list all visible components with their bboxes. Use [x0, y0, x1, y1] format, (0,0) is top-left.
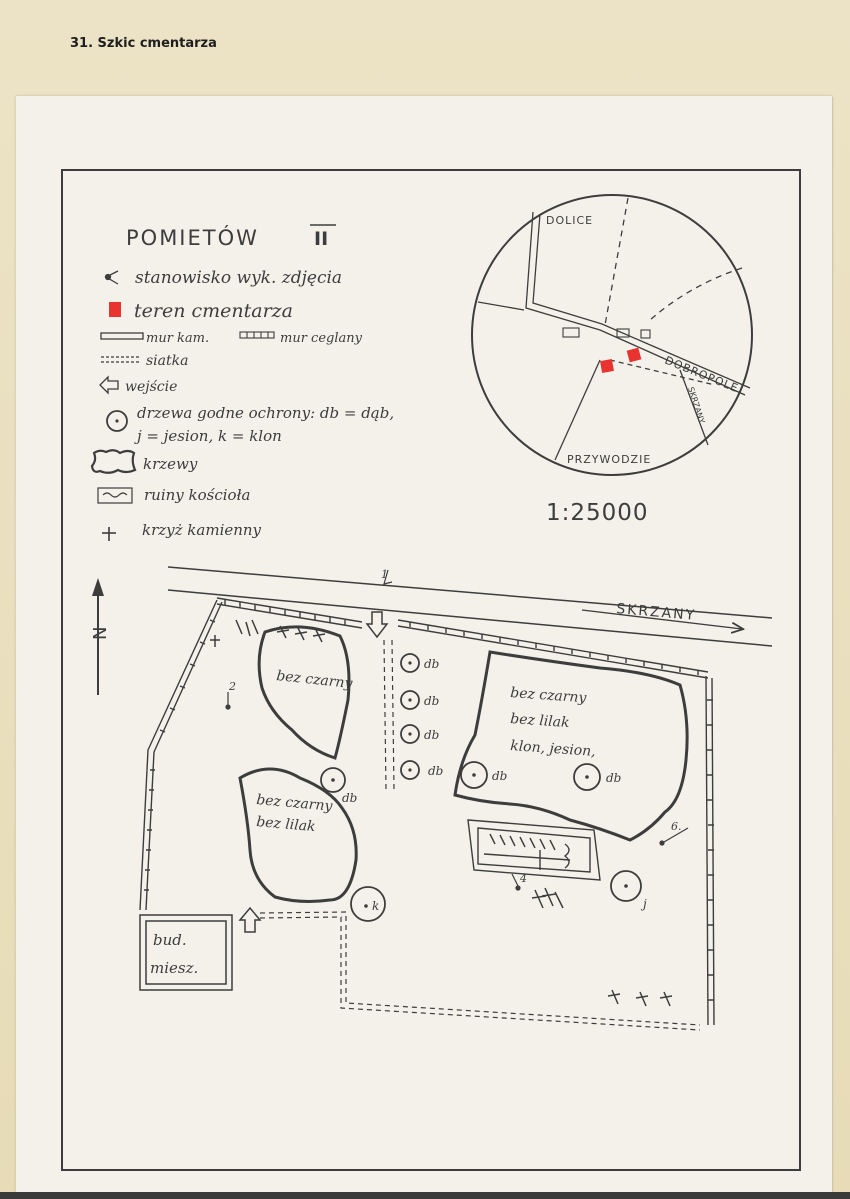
shrub-icon	[92, 450, 135, 473]
legend-cross-text: krzyż kamienny	[142, 521, 262, 539]
tree-label: db	[428, 764, 444, 778]
cemetery-area-icon	[109, 302, 121, 317]
shrub-area	[259, 627, 349, 758]
entrance-south	[240, 908, 260, 932]
stone-cross-icon	[102, 527, 116, 541]
shrub-label: klon, jesion,	[509, 738, 597, 760]
inset-cemetery-marker	[627, 348, 642, 363]
legend-trees-text-line2: j = jesion, k = klon	[137, 427, 282, 445]
building-label: miesz.	[150, 959, 199, 977]
map-title-numeral: II	[314, 228, 329, 250]
entrance-north	[367, 612, 387, 637]
legend-shrubs-text: krzewy	[143, 455, 198, 473]
church-ruin-icon	[98, 488, 132, 503]
photo-point-label: 1	[381, 568, 388, 581]
legend-fence-text: siatka	[146, 353, 189, 369]
road-skrzany	[168, 567, 772, 646]
scale-label: 1:25000	[546, 500, 649, 526]
entrance-arrow-icon	[100, 377, 118, 393]
legend-brick-wall-text: mur ceglany	[280, 331, 362, 346]
cemetery-plan	[140, 568, 714, 1030]
legend-ruin-text: ruiny kościoła	[144, 486, 251, 504]
shrub-label: bez czarny	[275, 668, 354, 692]
tree-label: db	[424, 728, 440, 742]
tree-label: db	[424, 657, 440, 671]
legend-cemetery-text: teren cmentarza	[134, 300, 294, 322]
tree-label: db	[492, 769, 508, 783]
shrub-label: bez lilak	[509, 711, 571, 732]
photo-position-icon	[106, 271, 119, 284]
tree-label: k	[372, 899, 380, 913]
photo-point-label: 4	[520, 872, 527, 885]
inset-label-skrzany: SKRZANY	[686, 385, 707, 425]
photo-point-label: 2	[229, 680, 236, 693]
shrub-label: bez lilak	[255, 814, 317, 836]
inset-label-przywodzie: PRZYWODZIE	[567, 453, 652, 466]
stone-wall-icon	[101, 333, 143, 339]
photo-point-label: 6.	[671, 820, 682, 833]
inset-label-dolice: DOLICE	[546, 214, 594, 227]
legend-photo-text: stanowisko wyk. zdjęcia	[135, 268, 343, 288]
tree-circle-icon	[107, 411, 127, 431]
north-label: N	[90, 626, 111, 640]
building-label: bud.	[153, 931, 187, 949]
brick-wall-icon	[240, 332, 274, 338]
tree-label: j	[643, 897, 647, 911]
legend-entrance-text: wejście	[125, 379, 178, 395]
tree-label: db	[342, 791, 358, 805]
church-ruin	[468, 820, 600, 880]
tree-label: db	[606, 771, 622, 785]
page-title: 31. Szkic cmentarza	[70, 36, 217, 51]
fence-icon	[101, 357, 141, 362]
legend-stone-wall-text: mur kam.	[146, 331, 210, 346]
inset-label-dobropole: DOBROPOLE	[662, 353, 741, 396]
legend-trees-text: drzewa godne ochrony: db = dąb,	[137, 404, 395, 422]
residential-building	[140, 915, 232, 990]
shrub-label: bez czarny	[255, 792, 334, 815]
shrub-label: bez czarny	[509, 685, 587, 707]
north-arrow	[90, 578, 111, 695]
road-label: SKRZANY	[615, 601, 697, 624]
inset-location-map	[472, 195, 752, 475]
inset-cemetery-marker	[600, 359, 614, 373]
shrub-area	[240, 769, 356, 901]
map-title: POMIETÓW	[126, 226, 259, 250]
tree-label: db	[424, 694, 440, 708]
